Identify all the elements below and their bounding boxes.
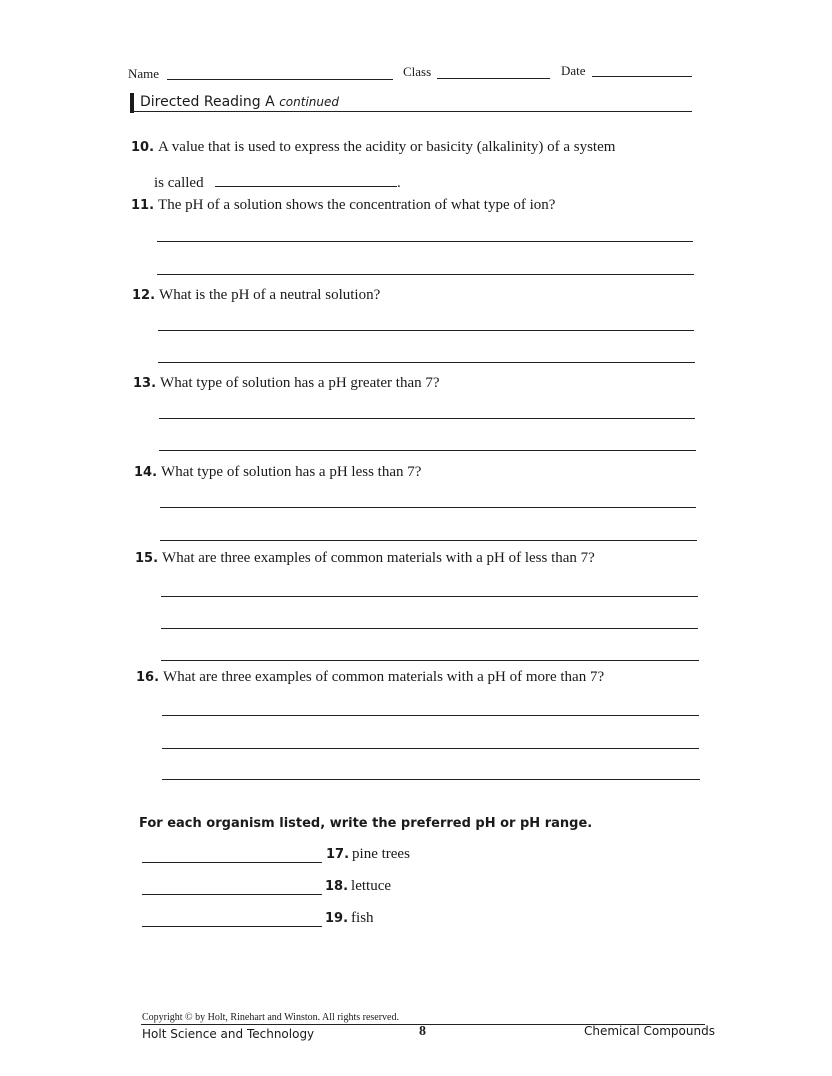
question-number: 11. [131, 198, 155, 213]
organism-number: 17. [326, 847, 350, 862]
answer-line-14b[interactable] [160, 540, 697, 541]
name-field[interactable] [167, 79, 393, 80]
page-title [140, 94, 339, 110]
answer-line-14a[interactable] [160, 507, 696, 508]
banner-continued: continued [279, 95, 339, 109]
organism-label: lettuce [351, 878, 392, 894]
banner-title: Directed Reading A [140, 94, 275, 110]
question-text: A value that is used to express the acidity or basicity (alkalinity) of a system [158, 139, 616, 155]
publisher: Holt Science and Technology [142, 1027, 315, 1041]
question-15 [135, 550, 595, 567]
banner-rule [130, 111, 692, 112]
answer-line-18[interactable] [142, 894, 322, 895]
question-number: 16. [136, 670, 160, 685]
answer-line-11b[interactable] [157, 274, 694, 275]
question-text: What type of solution has a pH less than 7? [161, 464, 422, 480]
answer-line-13a[interactable] [159, 418, 695, 419]
answer-line-12a[interactable] [158, 330, 694, 331]
class-field[interactable] [437, 78, 550, 79]
question-11 [131, 197, 555, 214]
organism-number: 19. [325, 911, 349, 926]
question-number: 10. [131, 140, 155, 155]
answer-line-12b[interactable] [158, 362, 695, 363]
question-number: 12. [132, 288, 156, 303]
instructions: For each organism listed, write the preferred pH or pH range. [139, 816, 593, 831]
organism-item [326, 846, 410, 863]
name-label: Name [128, 66, 160, 81]
answer-line-17[interactable] [142, 862, 322, 863]
page-number: 8 [419, 1024, 426, 1039]
question-13 [133, 375, 440, 392]
question-number: 13. [133, 376, 157, 391]
question-14 [134, 464, 421, 481]
class-label: Class [403, 64, 432, 79]
question-text: What are three examples of common materials with a pH of more than 7? [163, 669, 605, 685]
banner-bar [130, 93, 134, 113]
answer-line-15a[interactable] [161, 596, 698, 597]
question-number: 15. [135, 551, 159, 566]
answer-line-15c[interactable] [161, 660, 699, 661]
question-16 [136, 669, 604, 686]
organism-item [325, 878, 391, 895]
question-12 [132, 287, 380, 304]
chapter-title: Chemical Compounds [584, 1024, 715, 1038]
question-10-period: . [397, 175, 401, 191]
question-10 [131, 139, 615, 156]
date-field[interactable] [592, 76, 692, 77]
question-number: 14. [134, 465, 158, 480]
answer-line-11a[interactable] [157, 241, 693, 242]
copyright: Copyright © by Holt, Rinehart and Winston. All rights reserved. [142, 1012, 399, 1023]
question-10-continued [154, 175, 204, 192]
answer-line-15b[interactable] [161, 628, 698, 629]
answer-line-19[interactable] [142, 926, 322, 927]
question-text: What type of solution has a pH greater than 7? [160, 375, 440, 391]
organism-label: pine trees [352, 846, 410, 862]
question-text: What are three examples of common materials with a pH of less than 7? [162, 550, 595, 566]
answer-line-10[interactable] [215, 186, 397, 187]
organism-label: fish [351, 910, 374, 926]
answer-line-13b[interactable] [159, 450, 696, 451]
question-text: What is the pH of a neutral solution? [159, 287, 381, 303]
answer-line-16a[interactable] [162, 715, 699, 716]
question-text: The pH of a solution shows the concentration of what type of ion? [158, 197, 556, 213]
organism-item [325, 910, 374, 927]
answer-line-16b[interactable] [162, 748, 699, 749]
question-text-cont: is called [154, 175, 204, 191]
date-label: Date [561, 63, 586, 78]
organism-number: 18. [325, 879, 349, 894]
answer-line-16c[interactable] [162, 779, 700, 780]
